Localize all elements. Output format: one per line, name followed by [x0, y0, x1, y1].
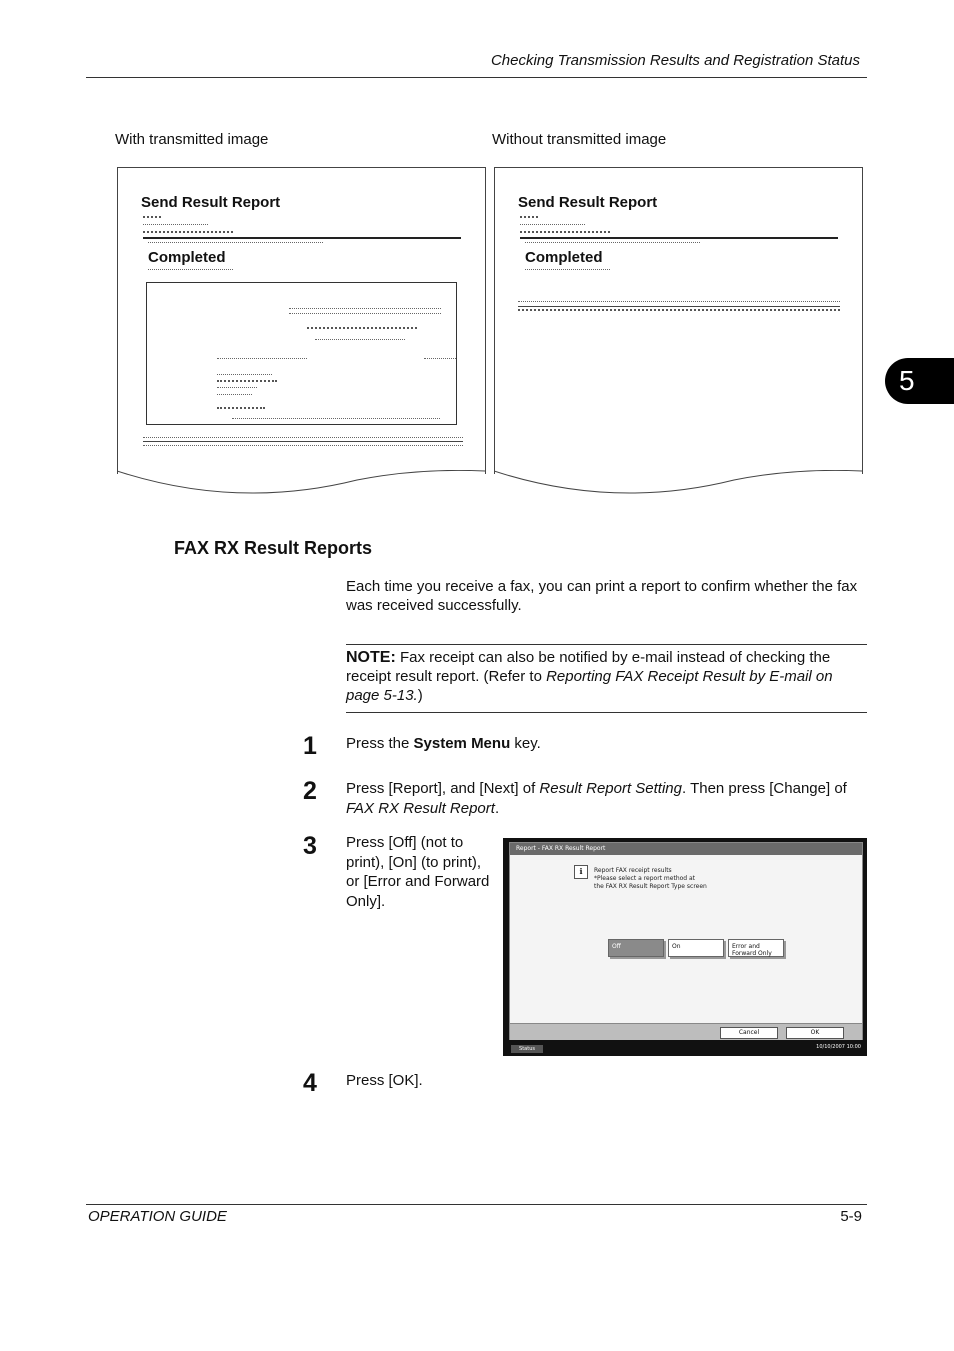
step-number: 3: [303, 832, 317, 860]
step-number: 4: [303, 1069, 317, 1097]
cancel-button[interactable]: Cancel: [720, 1027, 778, 1039]
screen-message: Report FAX receipt results *Please select a report method at the FAX RX Result Report Type screen: [594, 867, 707, 890]
header-rule: [86, 77, 867, 78]
torn-edge: [494, 470, 863, 500]
report-title: Send Result Report: [518, 194, 658, 211]
step-text: Press [Report], and [Next] of Result Report Setting. Then press [Change] of FAX RX Result Report.: [346, 780, 847, 817]
note-text: Fax receipt can also be notified by e-mail instead of checking the receipt result report. (Refer to: [346, 649, 831, 685]
report-status: Completed: [148, 249, 226, 266]
panel-screenshot: [503, 838, 867, 1056]
note-rule-bottom: [346, 712, 867, 713]
step-text: Press [OK].: [346, 1072, 423, 1089]
caption-with-image: With transmitted image: [115, 131, 269, 148]
report-with-image: [117, 167, 486, 474]
transmitted-image-thumbnail: [146, 282, 457, 425]
report-title: Send Result Report: [141, 194, 281, 211]
note-reference: Reporting FAX Receipt Result by E-mail on page 5-13.: [346, 668, 833, 704]
step-number: 1: [303, 732, 317, 760]
caption-without-image: Without transmitted image: [492, 131, 667, 148]
note-box: [346, 648, 867, 705]
chapter-tab: 5: [885, 358, 954, 404]
torn-edge: [117, 470, 486, 500]
step-number: 2: [303, 777, 317, 805]
section-intro: Each time you receive a fax, you can print a report to confirm whether the fax was received successfully.: [346, 578, 858, 614]
on-button[interactable]: On: [668, 939, 724, 957]
note-rule-top: [346, 644, 867, 645]
error-forward-only-button[interactable]: Error and Forward Only: [728, 939, 784, 957]
footer-guide-name: OPERATION GUIDE: [88, 1208, 227, 1225]
report-without-image: [494, 167, 863, 474]
status-button[interactable]: Status: [511, 1045, 543, 1053]
ok-button[interactable]: OK: [786, 1027, 844, 1039]
screen-footer: [510, 1023, 862, 1040]
report-status: Completed: [525, 249, 603, 266]
step-text: Press the System Menu key.: [346, 735, 541, 752]
step-text: Press [Off] (not to print), [On] (to print), or [Error and Forward Only].: [346, 834, 490, 910]
section-title: FAX RX Result Reports: [174, 538, 373, 558]
note-label: NOTE:: [346, 649, 396, 666]
clock: 10/10/2007 10:00: [816, 1044, 861, 1050]
running-header: Checking Transmission Results and Registration Status: [490, 52, 860, 69]
footer-rule: [86, 1204, 867, 1205]
system-menu-key: System Menu: [413, 735, 511, 752]
note-text-end: ): [417, 687, 423, 704]
page-number: 5-9: [840, 1208, 862, 1225]
off-button[interactable]: Off: [608, 939, 664, 957]
screen-title: Report - FAX RX Result Report: [510, 843, 862, 855]
info-icon: ℹ: [574, 865, 588, 879]
